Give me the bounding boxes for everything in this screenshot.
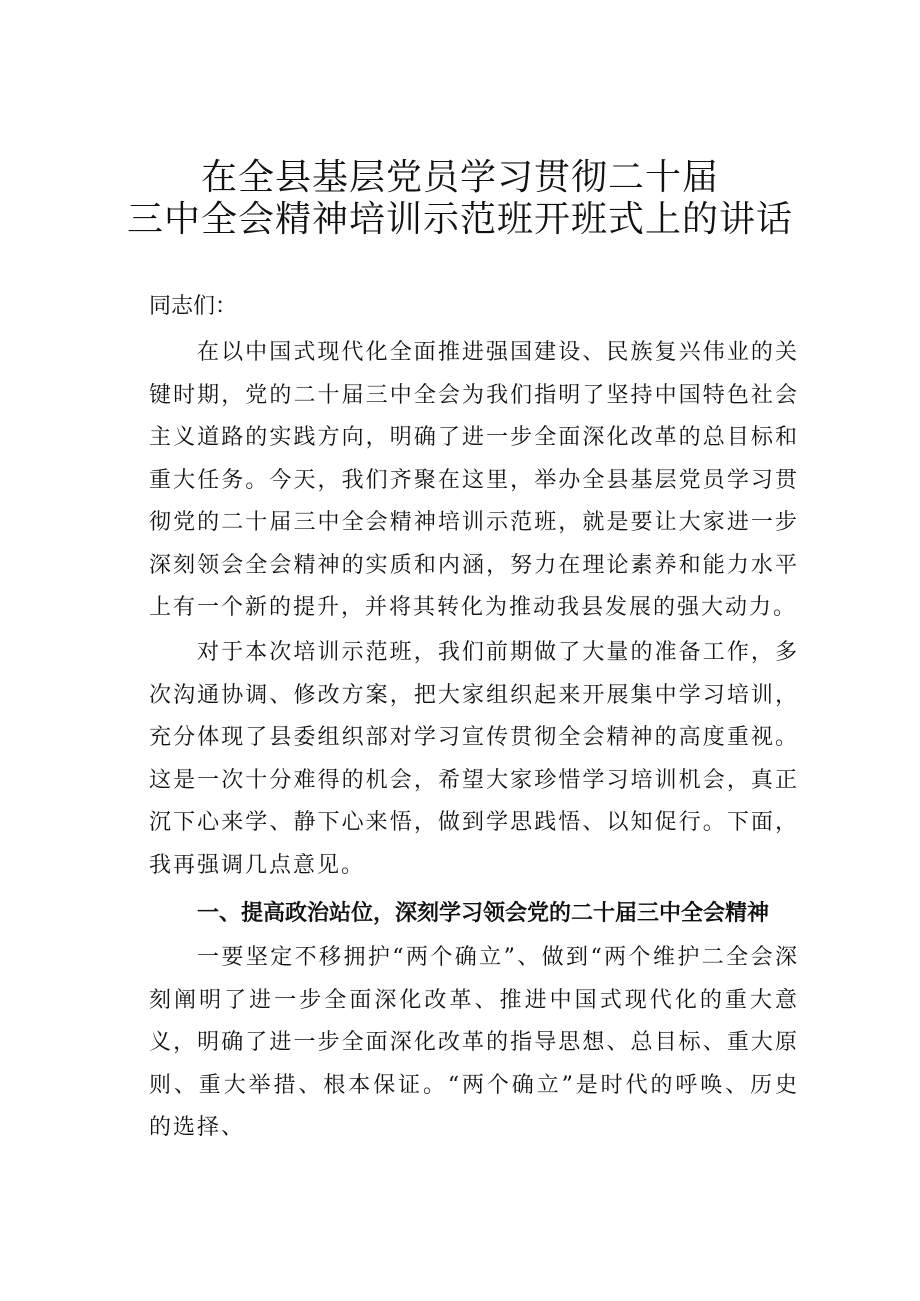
- salutation: 同志们：: [149, 294, 238, 319]
- document-title-line-2: 三中全会精神培训示范班开班式上的讲话: [126, 199, 793, 240]
- paragraph-1: 在以中国式现代化全面推进强国建设、民族复兴伟业的关键时期，党的二十届三中全会为我们指明了坚持中国特色社会主义道路的实践方向，明确了进一步全面深化改革的总目标和重大任务。今天，我们齐聚在这里，举办全县基层党员学习贯彻党的二十届三中全会精神培训示范班，就是要让大家进一步深刻领会全会精神的实质和内涵，努力在理论素养和能力水平上有一个新的提升，并将其转化为推动我县发展的强大动力。: [149, 340, 799, 620]
- paragraph-3: 一要坚定不移拥护“两个确立”、做到“两个维护二全会深刻阐明了进一步全面深化改革、推进中国式现代化的重大意义，明确了进一步全面深化改革的指导思想、总目标、重大原则、重大举措、根本保证。“两个确立”是时代的呼唤、历史的选择、: [149, 945, 799, 1140]
- document-title-line-1: 在全县基层党员学习贯彻二十届: [200, 157, 719, 198]
- paragraph-2: 对于本次培训示范班，我们前期做了大量的准备工作，多次沟通协调、修改方案，把大家组织起来开展集中学习培训，充分体现了县委组织部对学习宣传贯彻全会精神的高度重视。这是一次十分难得的机会，希望大家珍惜学习培训机会，真正沉下心来学、静下心来悟，做到学思践悟、以知促行。下面，我再强调几点意见。: [149, 640, 799, 878]
- section-1-heading: 一、提高政治站位，深刻学习领会党的二十届三中全会精神: [197, 901, 770, 926]
